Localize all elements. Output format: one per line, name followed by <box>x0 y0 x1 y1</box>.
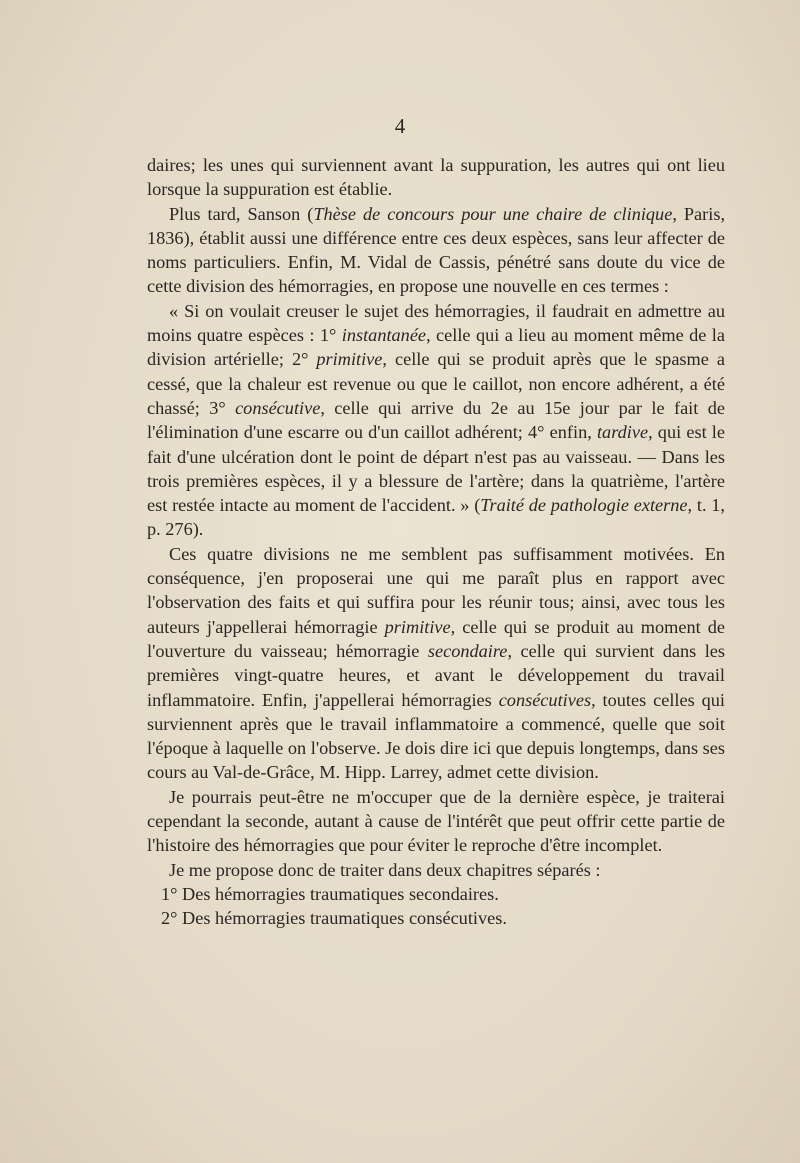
italic-text: instantanée <box>341 325 427 346</box>
text-run: Plus tard, Sanson ( <box>169 203 314 224</box>
italic-text: tardive <box>596 422 649 443</box>
text-run: , Paris, 1836), établit aussi une différence entre ces deux espèces, sans leur affecter de noms particuliers. Enfin, M. Vidal de Cassis, pénétré sans doute du vice de cette division des hémorragies, en propose une nouvelle en ces termes : <box>147 203 726 297</box>
body-text <box>147 153 725 931</box>
italic-text: Traité de pathologie externe <box>480 495 688 516</box>
italic-text: Thèse de concours pour une chaire de clinique <box>313 203 673 224</box>
text-run: Je me propose donc de traiter dans deux chapitres séparés : <box>169 859 601 880</box>
text-run: , qui est le fait d'une ulcération dont le point de départ n'est pas au vaisseau. — Dans les trois premières espèces, il y a blessure de l'artère; dans la quatrième, l'artère est restée intacte au moment de l'accident. » ( <box>147 422 725 516</box>
italic-text: secondaire <box>427 640 508 661</box>
paragraph-4 <box>147 542 725 785</box>
text-run: , celle qui arrive du 2e au 15e jour par le fait de l'élimination d'une escarre ou d'un caillot adhérent; 4° enfin, <box>147 397 726 443</box>
text-run: , toutes celles qui surviennent après que le travail inflammatoire a commencé, quelle que soit l'époque à laquelle on l'observe. Je dois dire ici que depuis longtemps, dans ses cours au Val-de-Grâce, M. Hipp. Larrey, admet cette division. <box>147 689 725 783</box>
italic-text: primitive <box>316 349 383 370</box>
text-run: , celle qui se produit après que le spasme a cessé, que la chaleur est revenue ou que le caillot, non encore adhérent, a été chassé; 3° <box>147 349 725 418</box>
text-run: Je pourrais peut-être ne m'occuper que de la dernière espèce, je traiterai cependant la seconde, autant à cause de l'intérêt que peut offrir cette partie de l'histoire des hémorragies que pour éviter le reproche d'être incomplet. <box>147 786 725 856</box>
paragraph-2 <box>147 202 725 299</box>
paragraph-6 <box>147 858 725 882</box>
list-item-1: 1° Des hémorragies traumatiques secondaires. <box>161 883 499 904</box>
text-run: daires; les unes qui surviennent avant la suppuration, les autres qui ont lieu lorsque la suppuration est établie. <box>147 155 725 200</box>
italic-text: primitive <box>384 616 451 637</box>
text-run: « Si on voulait creuser le sujet des hémorragies, il faudrait en admettre au moins quatre espèces : 1° <box>147 300 725 346</box>
text-run: , t. 1, p. 276). <box>147 495 725 540</box>
italic-text: consécutive <box>235 397 321 418</box>
text-run: , celle qui survient dans les premières vingt-quatre heures, et avant le développement du travail inflammatoire. Enfin, j'appellerai hémorragies <box>147 640 725 710</box>
page-number: 4 <box>394 114 406 138</box>
paragraph-5 <box>147 785 725 858</box>
text-run: Ces quatre divisions ne me semblent pas suffisamment motivées. En conséquence, j'en proposerai une qui me paraît plus en rapport avec l'observation des faits et qui suffira pour les réunir tous; ainsi, avec tous les auteurs j'appellerai hémorragie <box>147 543 725 637</box>
paragraph-1 <box>147 153 725 202</box>
text-run: , celle qui se produit au moment de l'ouverture du vaisseau; hémorragie <box>147 616 725 661</box>
italic-text: consécutives <box>498 689 592 710</box>
list-item-2: 2° Des hémorragies traumatiques consécutives. <box>161 908 507 929</box>
paragraph-3-quote <box>147 299 725 542</box>
text-run: , celle qui a lieu au moment même de la division artérielle; 2° <box>147 325 725 370</box>
